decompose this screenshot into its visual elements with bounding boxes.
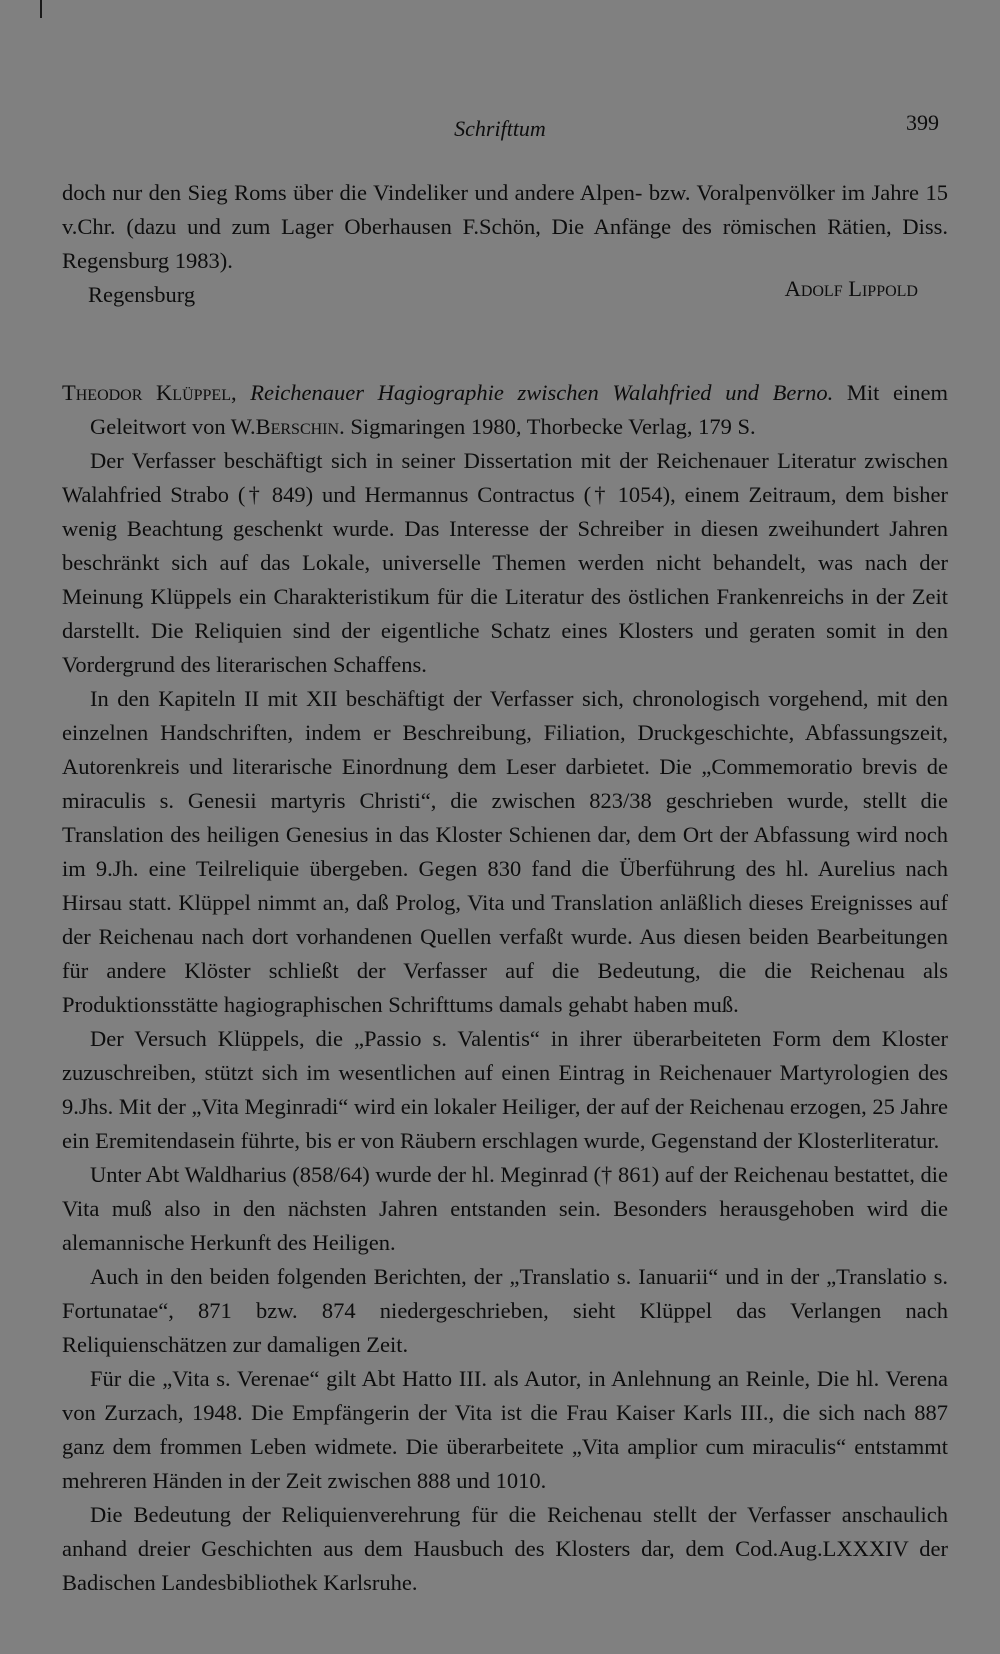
- review-paragraph: Für die „Vita s. Verenae“ gilt Abt Hatto III. als Autor, in Anlehnung an Reinle, Die hl. Verena von Zurzach, 1948. Die Empfängerin der Vita ist die Frau Kaiser Karls III., die sich nach 887 ganz dem frommen Leben widmete. Die überarbeitete „Vita amplior cum miraculis“ entstammt mehreren Händen in der Zeit zwischen 888 und 1010.: [62, 1366, 948, 1493]
- signature-line: [62, 278, 948, 312]
- review-paragraph: Der Verfasser beschäftigt sich in seiner Dissertation mit der Reichenauer Literatur zwischen Walahfried Strabo († 849) und Hermannus Contractus († 1054), einem Zeitraum, dem bisher wenig Beachtung geschenkt wurde. Das Interesse der Schreiber in diesen zweihundert Jahren beschränkt sich auf das Lokale, universelle Themen werden nicht behandelt, was nach der Meinung Klüppels ein Charakteristikum für die Literatur des östlichen Frankenreichs in der Zeit darstellt. Die Reliquien sind der eigentliche Schatz eines Klosters und geraten somit in den Vordergrund des literarischen Schaffens.: [62, 448, 948, 677]
- book-author: Theodor Klüppel,: [62, 380, 237, 405]
- bib-details-2: . Sigmaringen 1980, Thorbecke Verlag, 179 S.: [339, 414, 756, 439]
- review-paragraph: Auch in den beiden folgenden Berichten, der „Translatio s. Ianuarii“ und in der „Translatio s. Fortunatae“, 871 bzw. 874 niedergeschrieben, sieht Klüppel das Verlangen nach Reliquienschätzen zur damaligen Zeit.: [62, 1264, 948, 1357]
- review-place: Regensburg: [88, 282, 196, 307]
- scan-edge-mark: [40, 0, 42, 18]
- bib-details-1: Mit einem Geleitwort von W.: [90, 380, 949, 439]
- previous-review-text: doch nur den Sieg Roms über die Vindeliker und andere Alpen- bzw. Voralpenvölker im Jahre 15 v.Chr. (dazu und zum Lager Oberhausen F.Schön, Die Anfänge des römischen Rätien, Diss. Regensburg 1983).: [62, 180, 948, 273]
- review-paragraph: Die Bedeutung der Reliquienverehrung für die Reichenau stellt der Verfasser anschaulich anhand dreier Geschichten aus dem Hausbuch des Klosters dar, dem Cod.Aug.LXXXIV der Badischen Landesbibliothek Karlsruhe.: [62, 1502, 948, 1595]
- bibliographic-entry: [62, 376, 948, 444]
- foreword-author: Berschin: [255, 414, 340, 439]
- running-title: Schrifttum: [454, 116, 546, 141]
- reviewer-name: Adolf Lippold: [784, 276, 918, 301]
- book-title: Reichenauer Hagiographie zwischen Walahfried und Berno.: [250, 380, 834, 405]
- review-paragraph: Unter Abt Waldharius (858/64) wurde der hl. Meginrad († 861) auf der Reichenau bestattet, die Vita muß also in den nächsten Jahren entstanden sein. Besonders herausgehoben wird die alemannische Herkunft des Heiligen.: [62, 1162, 948, 1255]
- review-paragraph: In den Kapiteln II mit XII beschäftigt der Verfasser sich, chronologisch vorgehend, mit den einzelnen Handschriften, indem er Beschreibung, Filiation, Druckgeschichte, Abfassungszeit, Autorenkreis und literarische Einordnung dem Leser darbietet. Die „Commemoratio brevis de miraculis s. Genesii martyris Christi“, die zwischen 823/38 geschrieben wurde, stellt die Translation des heiligen Genesius in das Kloster Schienen dar, dem Ort der Abfassung wird noch im 9.Jh. eine Teilreliquie übergeben. Gegen 830 fand die Überführung des hl. Aurelius nach Hirsau statt. Klüppel nimmt an, daß Prolog, Vita und Translation anläßlich dieses Ereignisses auf der Reichenau nach dort vorhandenen Quellen verfaßt wurde. Aus diesen beiden Bearbeitungen für andere Klöster schließt der Verfasser auf die Bedeutung, die die Reichenau als Produktionsstätte hagiographischen Schrifttums damals gehabt haben muß.: [62, 686, 948, 1017]
- book-review: [62, 376, 948, 1600]
- previous-review-ending: [62, 176, 948, 312]
- review-paragraph: Der Versuch Klüppels, die „Passio s. Valentis“ in ihrer überarbeiteten Form dem Kloster zuzuschreiben, stützt sich im wesentlichen auf einen Eintrag in Reichenauer Martyrologien des 9.Jhs. Mit der „Vita Meginradi“ wird ein lokaler Heiliger, der auf der Reichenau erzogen, 25 Jahre ein Eremitendasein führte, bis er von Räubern erschlagen wurde, Gegenstand der Klosterliteratur.: [62, 1026, 948, 1153]
- page-number: 399: [906, 110, 939, 135]
